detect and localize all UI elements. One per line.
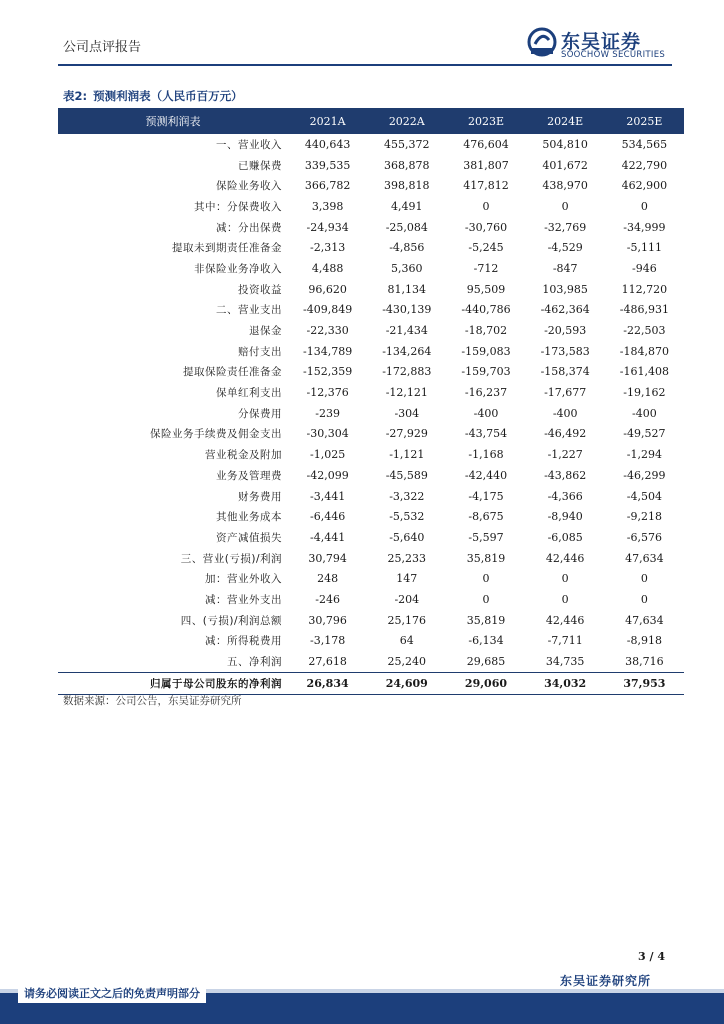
table-row [58,217,684,238]
table-caption-title: 预测利润表（人民币百万元） [93,89,243,103]
row-label: 五、净利润 [227,656,283,669]
row-value: 401,672 [542,158,588,172]
row-value: -1,121 [389,448,425,462]
row-value: -6,134 [468,634,504,648]
table-row [58,548,684,569]
column-header: 2025E [605,108,684,134]
row-value: -24,934 [306,220,349,234]
row-value: 103,985 [542,282,588,296]
column-header: 2024E [526,108,605,134]
row-value: -486,931 [619,303,669,317]
column-header: 2021A [288,108,367,134]
row-label: 二、营业支出 [216,304,283,317]
row-value: 0 [640,592,648,606]
row-value: -4,529 [547,241,583,255]
row-value: -34,999 [623,220,666,234]
row-value: -7,711 [547,634,583,648]
row-value: -4,856 [389,241,425,255]
row-label: 减：所得税费用 [205,635,283,648]
row-value: 0 [640,572,648,586]
row-value: -1,294 [626,448,662,462]
total-value: 24,609 [367,672,446,694]
row-value: -16,237 [464,386,508,400]
data-source-note: 数据来源：公司公告，东吴证券研究所 [63,695,242,707]
row-value: -49,527 [623,427,666,441]
total-value: 29,060 [446,672,525,694]
row-label: 减：营业外支出 [205,593,283,606]
table-row [58,258,684,279]
row-value: 4,491 [391,199,423,213]
row-value: 440,643 [304,137,351,151]
column-header: 预测利润表 [58,108,288,134]
row-value: -430,139 [382,303,432,317]
table-row [58,279,684,300]
row-label: 非保险业务净收入 [194,262,283,275]
row-value: 534,565 [621,137,668,151]
row-value: 398,818 [384,179,430,193]
header-divider [58,64,672,66]
row-label: 保险业务收入 [216,180,283,193]
row-value: -3,322 [389,489,425,503]
row-value: 0 [561,572,569,586]
table-row [58,589,684,610]
row-value: 96,620 [308,282,347,296]
row-label: 其他业务成本 [216,511,283,524]
row-value: 0 [561,592,569,606]
table-row [58,155,684,176]
row-value: -400 [473,406,499,420]
row-value: -4,366 [547,489,583,503]
table-row [58,506,684,527]
row-label: 赔付支出 [238,345,283,358]
brand-name-cn: 东吴证券 [561,31,642,53]
row-value: -4,504 [626,489,662,503]
row-value: -6,576 [626,530,662,544]
table-row [58,403,684,424]
row-value: -204 [394,592,420,606]
row-value: 339,535 [304,158,351,172]
brand-logo [527,27,677,61]
row-value: 25,233 [387,551,427,565]
row-value: -173,583 [540,344,590,358]
row-label: 三、营业(亏损)/利润 [180,552,283,565]
profit-forecast-table [58,108,684,695]
table-caption-label: 表2: [63,89,88,103]
row-value: 47,634 [625,551,664,565]
row-value: -30,304 [306,427,349,441]
table-row [58,486,684,507]
page-number: 3 / 4 [638,950,665,963]
row-value: 81,134 [387,282,427,296]
row-value: -6,446 [310,510,346,524]
row-value: -246 [315,592,340,606]
row-value: -847 [552,261,578,275]
row-value: 417,812 [463,179,509,193]
table-row [58,237,684,258]
row-value: 0 [640,199,648,213]
row-value: -8,940 [547,510,583,524]
row-label: 保险业务手续费及佣金支出 [150,428,283,441]
table-row [58,300,684,321]
table-row [58,631,684,652]
row-value: -159,083 [461,344,511,358]
row-value: -32,769 [544,220,587,234]
table-row [58,362,684,383]
row-value: 422,790 [621,158,668,172]
row-value: -5,597 [468,530,504,544]
row-value: 0 [482,592,490,606]
row-value: -4,175 [468,489,504,503]
row-value: -22,330 [306,324,349,338]
row-value: 25,176 [387,613,427,627]
row-value: -5,111 [626,241,662,255]
table-row [58,610,684,631]
column-header: 2022A [367,108,446,134]
total-value: 34,032 [526,672,605,694]
row-value: -400 [632,406,657,420]
table-caption [63,88,243,104]
row-value: 35,819 [466,551,506,565]
footer-org-name: 东吴证券研究所 [560,974,652,988]
row-value: -134,789 [303,344,353,358]
total-label: 归属于母公司股东的净利润 [58,672,288,694]
table-row [58,382,684,403]
row-value: -134,264 [382,344,432,358]
row-value: -21,434 [385,324,428,338]
table-row [58,175,684,196]
row-value: 4,488 [311,261,344,275]
row-value: -46,299 [623,468,666,482]
row-value: 42,446 [545,613,585,627]
row-value: -3,178 [310,634,346,648]
row-value: -45,589 [385,468,428,482]
table-row [58,424,684,445]
row-value: 0 [482,199,490,213]
row-value: 25,240 [387,655,427,669]
row-value: -27,929 [385,427,428,441]
row-value: 64 [399,634,414,648]
row-label: 资产减值损失 [216,531,283,544]
row-value: -18,702 [464,324,508,338]
row-value: 27,618 [308,655,347,669]
row-label: 投资收益 [238,283,283,296]
row-value: 30,794 [308,551,347,565]
row-value: -400 [552,406,578,420]
row-label: 业务及管理费 [216,469,283,482]
column-header: 2023E [446,108,525,134]
table-row [58,568,684,589]
row-value: -5,532 [389,510,425,524]
row-value: -8,918 [626,634,662,648]
row-value: -12,121 [385,386,428,400]
row-value: 38,716 [625,655,664,669]
row-value: -42,440 [464,468,508,482]
row-value: -12,376 [306,386,349,400]
row-value: -409,849 [303,303,353,317]
row-value: 95,509 [466,282,506,296]
row-label: 营业税金及附加 [205,449,283,462]
row-value: -5,245 [468,241,504,255]
row-value: 476,604 [463,137,509,151]
row-value: -239 [315,406,340,420]
row-value: 368,878 [384,158,430,172]
row-value: -19,162 [623,386,666,400]
row-value: 455,372 [384,137,430,151]
row-value: 29,685 [466,655,506,669]
row-label: 提取保险责任准备金 [183,366,283,379]
table-row [58,134,684,155]
row-value: -161,408 [619,365,669,379]
row-value: 0 [482,572,490,586]
row-value: -6,085 [547,530,583,544]
row-value: -462,364 [540,303,590,317]
table-row [58,527,684,548]
row-value: 34,735 [545,655,585,669]
row-value: -5,640 [389,530,425,544]
row-value: -1,168 [468,448,504,462]
row-value: -712 [473,261,499,275]
table-row [58,320,684,341]
row-value: 462,900 [621,179,668,193]
total-value: 26,834 [288,672,367,694]
table-row [58,651,684,672]
row-value: -2,313 [310,241,346,255]
row-value: -159,703 [461,365,511,379]
table-row [58,444,684,465]
row-value: 30,796 [308,613,347,627]
row-value: -17,677 [544,386,587,400]
row-label: 已赚保费 [238,159,283,172]
row-label: 提取未到期责任准备金 [172,242,283,255]
row-value: 47,634 [625,613,664,627]
row-value: -43,754 [464,427,508,441]
row-value: 147 [396,572,418,586]
brand-name-en: SOOCHOW SECURITIES [561,50,666,60]
row-label: 加：营业外收入 [205,573,283,586]
row-value: 504,810 [542,137,588,151]
row-label: 保单红利支出 [216,387,283,400]
row-value: -152,359 [303,365,353,379]
row-value: 35,819 [466,613,506,627]
disclaimer-note: 请务必阅读正文之后的免责声明部分 [18,983,206,1003]
row-value: -184,870 [619,344,669,358]
total-value: 37,953 [605,672,684,694]
row-label: 其中：分保费收入 [194,200,283,213]
soochow-logo-icon [527,27,557,57]
row-value: 438,970 [542,179,588,193]
table-row [58,341,684,362]
row-value: -1,227 [547,448,583,462]
row-value: 0 [561,199,569,213]
row-value: -22,503 [623,324,666,338]
row-value: -20,593 [544,324,587,338]
row-value: -25,084 [385,220,428,234]
row-value: -4,441 [310,530,346,544]
row-value: -3,441 [310,489,346,503]
table-total-row [58,672,684,694]
row-value: -304 [394,406,420,420]
row-value: 381,807 [463,158,509,172]
row-value: -43,862 [544,468,587,482]
row-value: -30,760 [464,220,508,234]
row-label: 分保费用 [238,407,283,420]
row-value: 3,398 [311,199,344,213]
row-value: -42,099 [306,468,349,482]
row-value: 248 [317,572,339,586]
report-type-label: 公司点评报告 [63,40,142,55]
row-value: -8,675 [468,510,504,524]
table-row [58,196,684,217]
row-value: -946 [632,261,657,275]
row-label: 财务费用 [238,490,283,503]
row-value: -1,025 [310,448,346,462]
row-value: -172,883 [382,365,432,379]
row-label: 退保金 [249,325,283,338]
row-value: 5,360 [391,261,423,275]
row-value: 366,782 [304,179,351,193]
row-label: 减：分出保费 [216,221,283,234]
row-label: 四、(亏损)/利润总额 [180,614,283,627]
row-label: 一、营业收入 [216,138,283,151]
row-value: -46,492 [544,427,587,441]
row-value: 42,446 [545,551,585,565]
row-value: -440,786 [461,303,511,317]
row-value: -158,374 [540,365,590,379]
table-header-row [58,108,684,134]
table-body [58,134,684,694]
row-value: 112,720 [621,282,668,296]
row-value: -9,218 [626,510,662,524]
table-row [58,465,684,486]
